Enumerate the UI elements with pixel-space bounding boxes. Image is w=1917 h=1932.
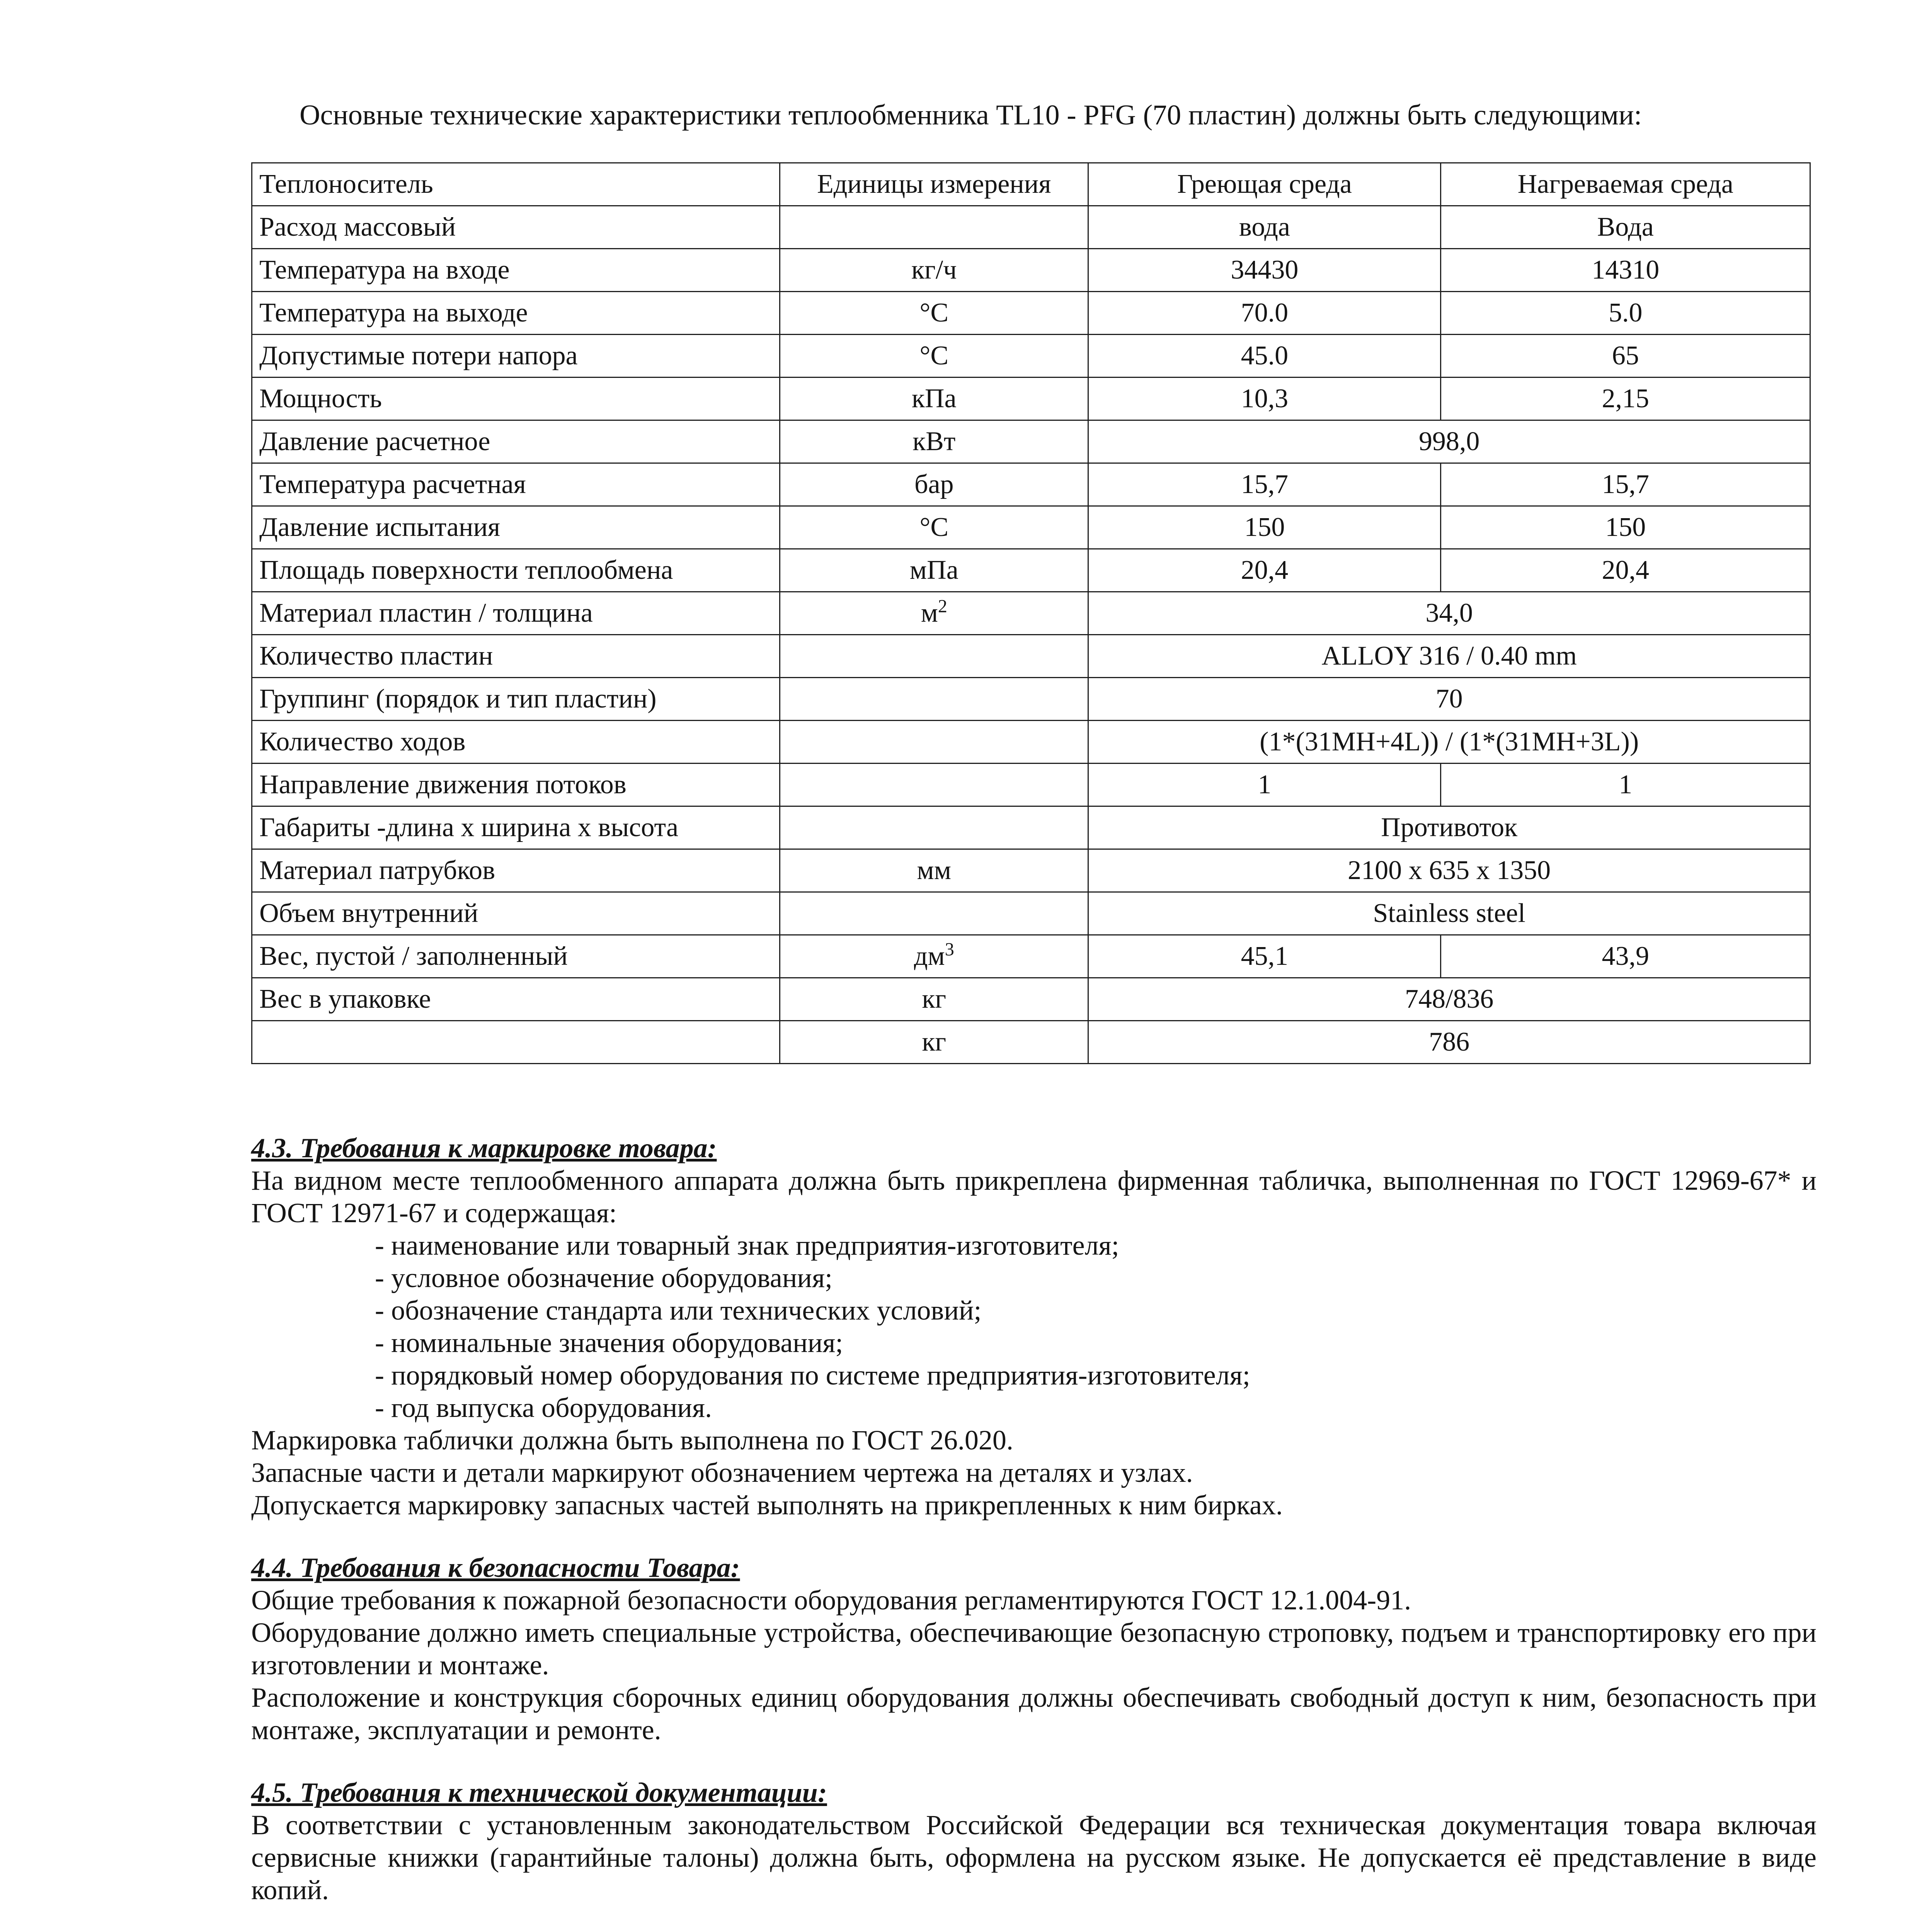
spec-param-name [252,1021,780,1064]
spec-param-name: Температура на входе [252,249,780,292]
spec-value-combined: (1*(31MH+4L)) / (1*(31MH+3L)) [1088,721,1810,764]
requirements-section [251,1551,1817,1746]
spec-unit-text: мПа [909,555,958,585]
spec-param-unit [780,764,1088,806]
list-item: - год выпуска оборудования. [375,1392,712,1423]
spec-value-combined: Stainless steel [1088,892,1810,935]
spec-value-heating: 15,7 [1088,463,1441,506]
section-heading: 4.3. Требования к маркировке товара: [251,1133,717,1163]
spec-param-name: Температура на выходе [252,292,780,335]
document-content [251,97,1817,1932]
section-paragraph: В соответствии с установленным законодательством Российской Федерации вся техническая документация товара включая сервисные книжки (гарантийные талоны) должна быть, оформлена на русском языке. Не допускается её представление в виде копий. [251,1810,1817,1905]
spec-unit-text: кг/ч [911,255,957,285]
section-paragraph: Общие требования к пожарной безопасности оборудования регламентируются ГОСТ 12.1.004-91. [251,1585,1411,1616]
spec-param-name: Количество пластин [252,635,780,678]
spec-unit-text: м [921,598,938,628]
spec-row [252,849,1810,892]
list-item: - обозначение стандарта или технических условий; [375,1295,982,1326]
spec-unit-text: кВт [913,427,956,456]
spec-row [252,935,1810,978]
spec-param-unit [780,335,1088,378]
spec-table-body [252,163,1810,1064]
spec-value-heated: 14310 [1441,249,1810,292]
spec-param-name: Материал патрубков [252,849,780,892]
marking-list [375,1229,1817,1424]
spec-value-combined: ALLOY 316 / 0.40 mm [1088,635,1810,678]
spec-row [252,635,1810,678]
intro-text: Основные технические характеристики теплообменника TL10 - PFG (70 пластин) должны быть следующими: [300,99,1642,131]
spec-param-unit [780,849,1088,892]
spec-value-heated: 1 [1441,764,1810,806]
spec-param-unit [780,206,1088,249]
spec-value-heating: 1 [1088,764,1441,806]
spec-param-name: Мощность [252,378,780,420]
list-item: - порядковый номер оборудования по системе предприятия-изготовителя; [375,1360,1250,1391]
requirements-sections [251,1132,1817,1932]
spec-param-name: Допустимые потери напора [252,335,780,378]
spec-param-unit [780,678,1088,721]
spec-unit-text: кг [922,984,947,1014]
spec-value-combined: 786 [1088,1021,1810,1064]
spec-param-unit [780,378,1088,420]
spec-value-heating: 10,3 [1088,378,1441,420]
spec-value-combined: 998,0 [1088,420,1810,463]
spec-param-unit [780,292,1088,335]
spec-unit-text: °С [919,341,949,371]
spec-param-name: Давление испытания [252,506,780,549]
requirements-section [251,1776,1817,1906]
spec-row [252,892,1810,935]
spec-row [252,806,1810,849]
spec-unit-exponent: 3 [945,939,954,960]
spec-value-combined: 748/836 [1088,978,1810,1021]
section-paragraph: Оборудование должно иметь специальные устройства, обеспечивающие безопасную строповку, подъем и транспортировку его при изготовлении и монтаже. [251,1617,1817,1680]
section-paragraph: На видном месте теплообменного аппарата должна быть прикреплена фирменная табличка, выполненная по ГОСТ 12969-67* и ГОСТ 12971-67 и содержащая: [251,1165,1817,1228]
spec-row [252,978,1810,1021]
spec-param-name: Количество ходов [252,721,780,764]
spec-param-unit [780,892,1088,935]
spec-row [252,764,1810,806]
spec-param-name: Вес в упаковке [252,978,780,1021]
spec-value-combined: 70 [1088,678,1810,721]
spec-row [252,678,1810,721]
spec-value-heating: 34430 [1088,249,1441,292]
spec-value-heating: 150 [1088,506,1441,549]
spec-param-name: Температура расчетная [252,463,780,506]
spec-row [252,721,1810,764]
spec-unit-text: °С [919,298,949,328]
spec-param-name: Материал пластин / толщина [252,592,780,635]
spec-value-heating: 45,1 [1088,935,1441,978]
spec-param-unit [780,463,1088,506]
list-item: - наименование или товарный знак предприятия-изготовителя; [375,1230,1119,1261]
spec-value-heating: 45.0 [1088,335,1441,378]
header-heating-medium: Греющая среда [1088,163,1441,206]
requirements-section [251,1132,1817,1521]
spec-param-unit [780,506,1088,549]
spec-row [252,335,1810,378]
spec-value-heated: 150 [1441,506,1810,549]
spec-row [252,292,1810,335]
spec-param-name: Расход массовый [252,206,780,249]
section-paragraph: Маркировка таблички должна быть выполнена по ГОСТ 26.020. [251,1425,1013,1456]
spec-value-heated: 5.0 [1441,292,1810,335]
spec-value-combined: 34,0 [1088,592,1810,635]
spec-value-heated: 15,7 [1441,463,1810,506]
spec-param-name: Направление движения потоков [252,764,780,806]
spec-row [252,549,1810,592]
spec-unit-text: бар [914,469,954,499]
spec-unit-text: °С [919,512,949,542]
spec-unit-text: кг [922,1027,947,1057]
spec-value-combined: Противоток [1088,806,1810,849]
spec-row [252,1021,1810,1064]
section-paragraph: Расположение и конструкция сборочных единиц оборудования должны обеспечивать свободный доступ к ним, безопасность при монтаже, эксплуатации и ремонте. [251,1682,1817,1745]
spec-row [252,206,1810,249]
spec-param-unit [780,549,1088,592]
spec-param-unit [780,935,1088,978]
spec-param-unit [780,249,1088,292]
spec-value-heated: 65 [1441,335,1810,378]
spec-param-name: Объем внутренний [252,892,780,935]
spec-param-name: Давление расчетное [252,420,780,463]
spec-unit-text: мм [917,855,952,885]
spec-row [252,249,1810,292]
spec-param-name: Габариты -длина х ширина х высота [252,806,780,849]
spec-param-name: Группинг (порядок и тип пластин) [252,678,780,721]
spec-table [251,162,1811,1064]
spec-value-heating: 70.0 [1088,292,1441,335]
spec-table-header [252,163,1810,206]
spec-row [252,463,1810,506]
spec-row [252,506,1810,549]
spec-value-heated: 2,15 [1441,378,1810,420]
spec-param-unit [780,978,1088,1021]
spec-param-name: Вес, пустой / заполненный [252,935,780,978]
spec-param-name: Площадь поверхности теплообмена [252,549,780,592]
header-medium: Теплоноситель [252,163,780,206]
spec-row [252,378,1810,420]
spec-unit-exponent: 2 [938,596,947,617]
list-item: - условное обозначение оборудования; [375,1262,833,1293]
spec-value-heating: вода [1088,206,1441,249]
header-heated-medium: Нагреваемая среда [1441,163,1810,206]
spec-param-unit [780,592,1088,635]
spec-unit-text: дм [914,941,945,971]
spec-value-heated: 20,4 [1441,549,1810,592]
spec-param-unit [780,1021,1088,1064]
spec-value-combined: 2100 x 635 x 1350 [1088,849,1810,892]
list-item: - номинальные значения оборудования; [375,1327,843,1358]
spec-row [252,592,1810,635]
spec-param-unit [780,806,1088,849]
section-paragraph: Допускается маркировку запасных частей выполнять на прикрепленных к ним бирках. [251,1490,1283,1520]
spec-unit-text: кПа [911,384,957,413]
section-heading: 4.4. Требования к безопасности Товара: [251,1552,740,1583]
spec-param-unit [780,420,1088,463]
spec-row [252,420,1810,463]
section-heading: 4.5. Требования к технической документации: [251,1777,827,1808]
section-paragraph: Запасные части и детали маркируют обозначением чертежа на деталях и узлах. [251,1457,1193,1488]
spec-value-heated: 43,9 [1441,935,1810,978]
header-unit: Единицы измерения [780,163,1088,206]
spec-value-heating: 20,4 [1088,549,1441,592]
spec-param-unit [780,721,1088,764]
spec-value-heated: Вода [1441,206,1810,249]
spec-param-unit [780,635,1088,678]
